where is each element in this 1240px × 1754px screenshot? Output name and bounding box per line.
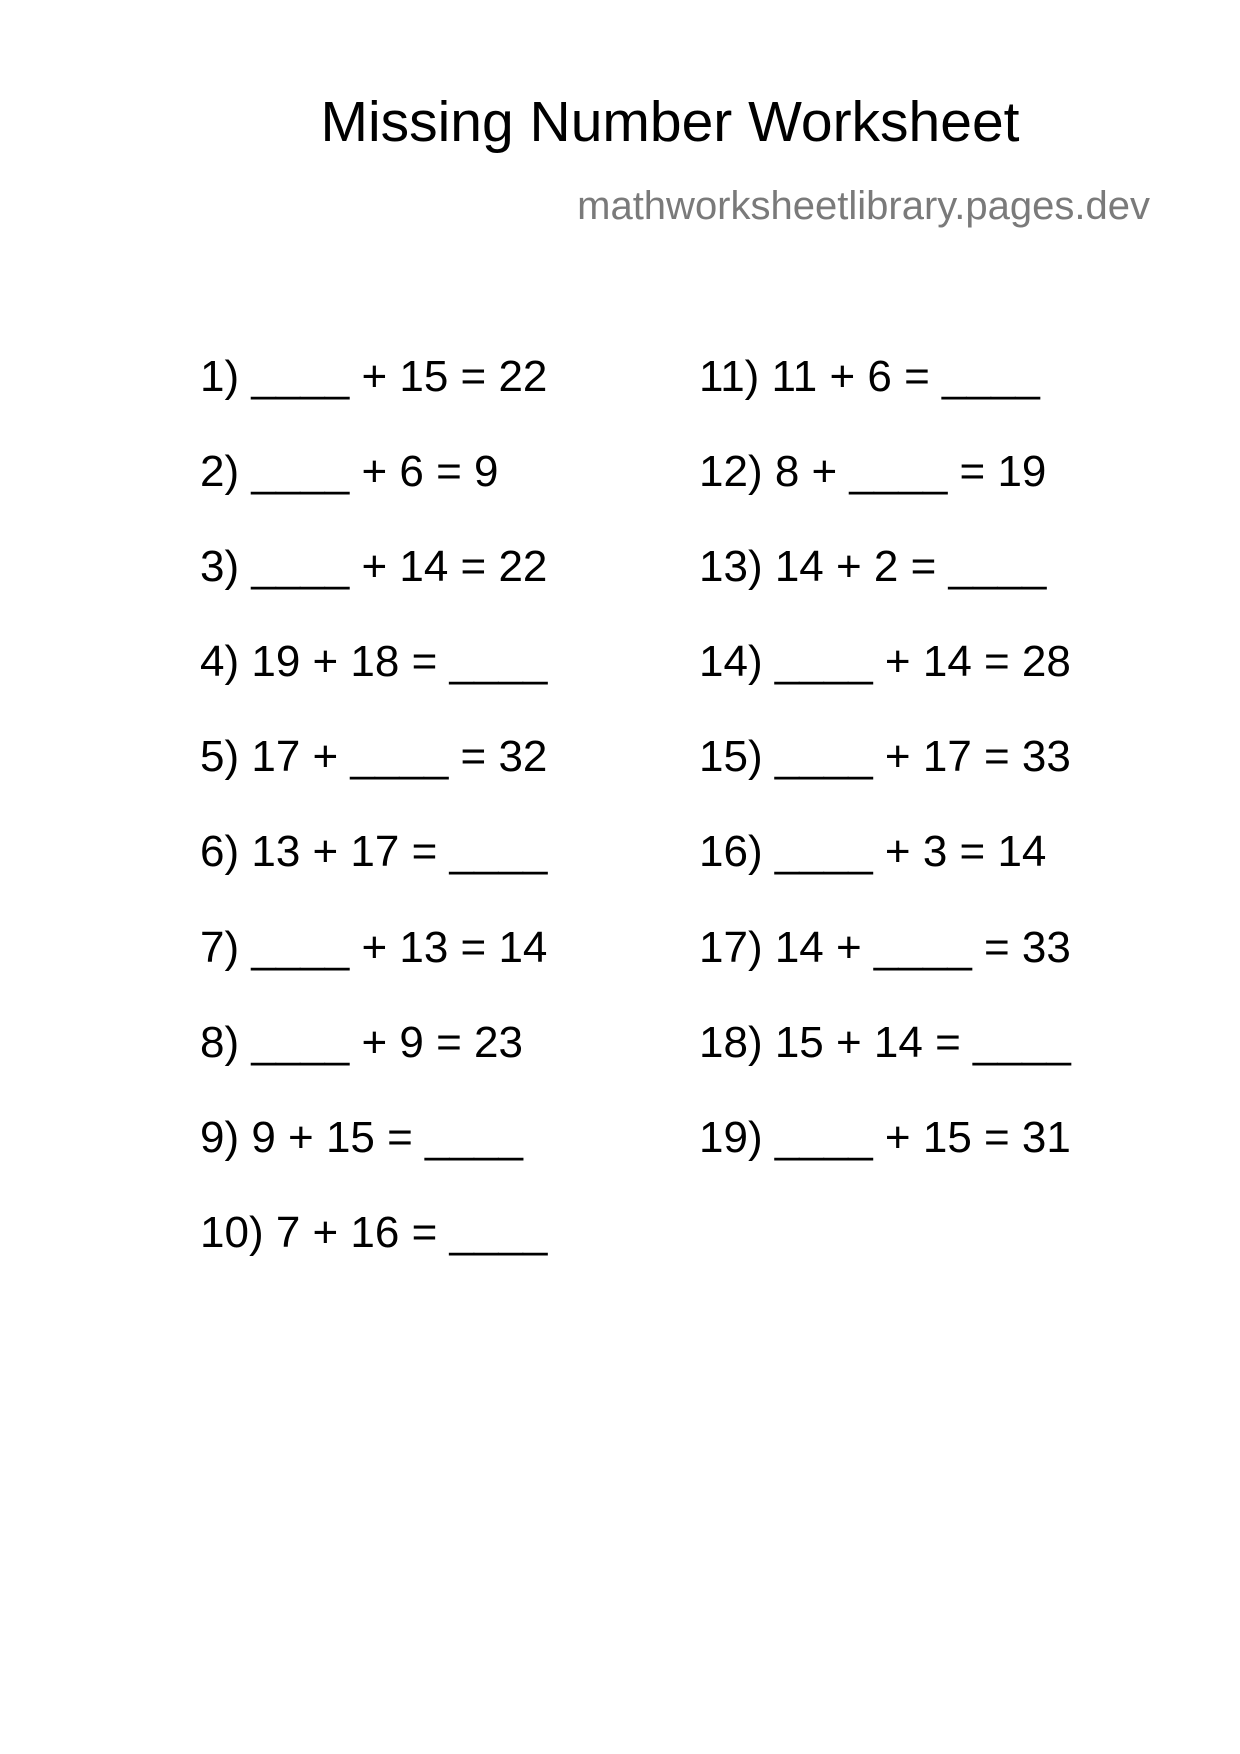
problems-right-column <box>699 352 1071 1211</box>
problem-item: 3) ____ + 14 = 22 <box>200 542 548 592</box>
problem-item: 5) 17 + ____ = 32 <box>200 732 548 782</box>
problem-item: 13) 14 + 2 = ____ <box>699 542 1047 592</box>
problem-item: 15) ____ + 17 = 33 <box>699 732 1071 782</box>
worksheet-title: Missing Number Worksheet <box>320 90 1020 154</box>
problems-left-column <box>200 352 548 1306</box>
source-site: mathworksheetlibrary.pages.dev <box>577 184 1150 228</box>
problem-item: 11) 11 + 6 = ____ <box>699 352 1040 401</box>
problem-item: 18) 15 + 14 = ____ <box>699 1017 1071 1067</box>
problem-item: 9) 9 + 15 = ____ <box>200 1112 523 1162</box>
problem-item: 19) ____ + 15 = 31 <box>699 1112 1071 1162</box>
problem-item: 14) ____ + 14 = 28 <box>699 637 1071 687</box>
problem-item: 6) 13 + 17 = ____ <box>200 827 548 877</box>
problem-item: 4) 19 + 18 = ____ <box>200 637 548 687</box>
problem-item: 8) ____ + 9 = 23 <box>200 1017 523 1067</box>
problem-item: 2) ____ + 6 = 9 <box>200 447 499 497</box>
problem-item: 7) ____ + 13 = 14 <box>200 922 548 972</box>
problem-item: 17) 14 + ____ = 33 <box>699 922 1071 972</box>
problem-item: 10) 7 + 16 = ____ <box>200 1207 548 1257</box>
problem-item: 1) ____ + 15 = 22 <box>200 352 548 401</box>
problem-item: 12) 8 + ____ = 19 <box>699 447 1047 497</box>
problem-item: 16) ____ + 3 = 14 <box>699 827 1047 877</box>
